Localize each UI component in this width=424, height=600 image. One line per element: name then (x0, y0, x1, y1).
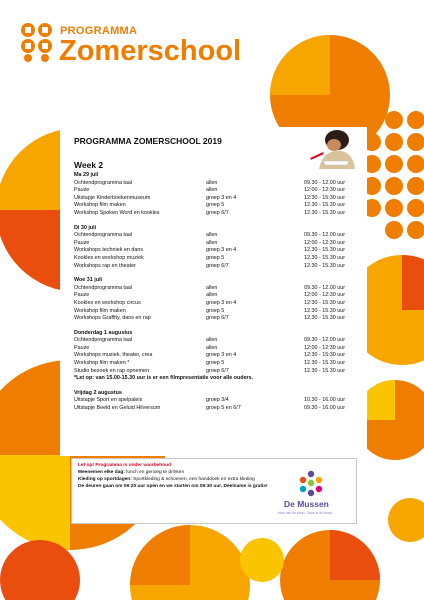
activity: Uitstapje Beeld en Geluid Hilversum (74, 405, 161, 412)
info-box (71, 458, 357, 524)
org-tagline: Huis van de buurt. Thuis in de buurt. (278, 511, 333, 515)
activity: Workshops Graffity, dans en rap (74, 315, 151, 322)
clothes-label: Kleding op sportdagen: (78, 477, 132, 482)
schedule-row (74, 187, 364, 195)
schedule (74, 172, 364, 413)
group: groep 6/7 (206, 367, 229, 374)
activity: Kookles en workshop circus (74, 299, 141, 306)
activity: Workshop Spoken Word en kookles (74, 209, 160, 216)
schedule-row (74, 180, 364, 188)
activity: Workshop film maken * (74, 360, 130, 367)
time: 12.30 - 15.30 uur (304, 360, 346, 367)
group: groep 3 en 4 (206, 247, 237, 254)
activity: Ochtendprogramma taal (74, 179, 133, 186)
activity: Workshops techniek en dans (74, 247, 144, 254)
schedule-row (74, 368, 364, 376)
time: 12.30 - 15.30 uur (304, 367, 346, 374)
schedule-row (74, 345, 364, 353)
bring-label: Meenemen elke dag: (78, 470, 125, 475)
brand-title: Zomerschool (59, 35, 242, 67)
group: allen (206, 232, 218, 239)
schedule-row (74, 285, 364, 293)
de-mussen-logo-icon (297, 470, 325, 497)
activity: Workshops rap en theater (74, 262, 136, 269)
week-heading: Week 2 (74, 160, 104, 170)
group: allen (206, 292, 218, 299)
schedule-row (74, 352, 364, 360)
program-panel (60, 127, 367, 456)
group: groep 6/7 (206, 262, 229, 269)
doors-text: De deuren gaan om 09:20 uur open en we starten om 09:30 uur. Deelname is gratis! (78, 484, 268, 489)
activity: Pauze (74, 292, 90, 299)
group: groep 5 (206, 202, 225, 209)
schedule-row (74, 263, 364, 271)
activity: Pauze (74, 239, 90, 246)
time: 09.30 - 12.00 uur (304, 284, 346, 291)
group: allen (206, 337, 218, 344)
schedule-row (74, 210, 364, 218)
day-heading: Vrijdag 2 augustus (74, 389, 122, 396)
group: allen (206, 344, 218, 351)
group: groep 5 en 6/7 (206, 405, 241, 412)
brand-small-title: PROGRAMMA (60, 25, 138, 37)
time: 09.30 - 16.00 uur (304, 405, 346, 412)
film-presentation-note: *Let op: van 15.00-15.30 uur is er een filmpresentatie voor alle ouders. (74, 375, 254, 382)
activity: Ochtendprogramma taal (74, 232, 133, 239)
schedule-row (74, 240, 364, 248)
group: groep 5 (206, 254, 225, 261)
time: 12:00 - 12:30 uur (304, 239, 346, 246)
time: 12.30 - 15.30 uur (304, 262, 346, 269)
time: 12:00 - 12:30 uur (304, 344, 346, 351)
activity: Workshop film maken (74, 307, 126, 314)
activity: Pauze (74, 344, 90, 351)
clothes-line (78, 477, 255, 482)
activity: Workshops muziek, theater, crea (74, 352, 153, 359)
time: 12.30 - 15.30 uur (304, 315, 346, 322)
clothes-text: Sportkleding & schoenen, een handdoek en extra kleding (131, 477, 255, 482)
schedule-row (74, 255, 364, 263)
time: 09.30 - 12.00 uur (304, 232, 346, 239)
time: 12.30 - 15.30 uur (304, 202, 346, 209)
group: allen (206, 284, 218, 291)
time: 12.30 - 15.30 uur (304, 209, 346, 216)
schedule-row (74, 247, 364, 255)
group: groep 5 (206, 307, 225, 314)
bring-line (78, 470, 184, 475)
schedule-row (74, 300, 364, 308)
activity: Ochtendprogramma taal (74, 337, 133, 344)
time: 12:00 - 12:30 uur (304, 187, 346, 194)
schedule-row (74, 308, 364, 316)
schedule-row (74, 292, 364, 300)
schedule-row (74, 202, 364, 210)
group: groep 6/7 (206, 315, 229, 322)
group: allen (206, 187, 218, 194)
time: 09.30 - 12.00 uur (304, 179, 346, 186)
day-heading: Woe 31 juli (74, 277, 103, 284)
activity: Pauze (74, 187, 90, 194)
schedule-row (74, 360, 364, 368)
day-heading: Di 30 juli (74, 224, 97, 231)
disclaimer: Let op! Programma is onder voorbehoud (78, 463, 172, 468)
child-reading-photo (301, 127, 359, 169)
zomerschool-logo-icon (20, 22, 54, 62)
activity: Studio bezoek en rap opnemen (74, 367, 149, 374)
day-heading: Donderdag 1 augustus (74, 329, 133, 336)
schedule-row (74, 337, 364, 345)
schedule-row (74, 397, 364, 405)
time: 12:00 - 12:30 uur (304, 292, 346, 299)
schedule-row (74, 195, 364, 203)
org-name: De Mussen (284, 499, 329, 509)
day-heading: Ma 29 juli (74, 172, 99, 178)
time: 12:30 - 15:30 uur (304, 194, 346, 201)
schedule-row (74, 315, 364, 323)
time: 12.30 - 15.30 uur (304, 307, 346, 314)
group: allen (206, 179, 218, 186)
activity: Kookles en workshop muziek (74, 254, 144, 261)
program-title: PROGRAMMA ZOMERSCHOOL 2019 (74, 136, 222, 146)
activity: Uitstapje Kinderboekenmuseum (74, 194, 151, 201)
group: allen (206, 239, 218, 246)
schedule-row (74, 232, 364, 240)
activity: Ochtendprogramma taal (74, 284, 133, 291)
group: groep 6/7 (206, 209, 229, 216)
group: groep 3 en 4 (206, 299, 237, 306)
group: groep 3 en 4 (206, 352, 237, 359)
time: 10.30 - 16.00 uur (304, 397, 346, 404)
schedule-row (74, 405, 364, 413)
time: 09.30 - 12.00 uur (304, 337, 346, 344)
activity: Workshop film maken (74, 202, 126, 209)
group: groep 3/4 (206, 397, 229, 404)
time: 12.30 - 15.30 uur (304, 247, 346, 254)
bring-text: lunch en genoeg te drinken (124, 470, 185, 475)
group: groep 3 en 4 (206, 194, 237, 201)
time: 12:30 - 15:30 uur (304, 352, 346, 359)
time: 12.30 - 15.30 uur (304, 254, 346, 261)
group: groep 5 (206, 360, 225, 367)
time: 12:30 - 15:30 uur (304, 299, 346, 306)
activity: Uitstapje Sport en spelpaleis (74, 397, 143, 404)
